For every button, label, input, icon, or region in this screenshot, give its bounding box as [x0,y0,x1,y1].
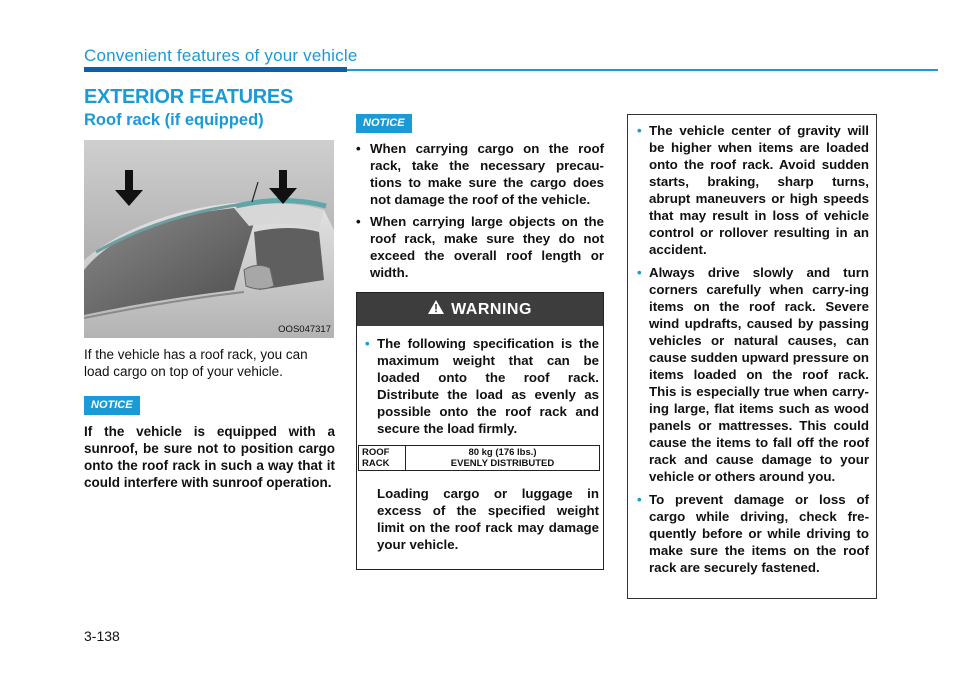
sub-heading: Roof rack (if equipped) [84,111,264,129]
bullet: • [637,123,642,138]
header-rule-light [347,69,938,71]
notice-sunroof-text: If the vehicle is equipped with a sunroof, be sure not to position cargo onto the roof rack in such a way that it could interfere with sunroof operation. [84,424,335,490]
list-item [637,264,869,485]
notice-badge: NOTICE [356,114,412,133]
list-item-text: When carrying cargo on the roof rack, take the necessary precau-tions to make sure the cargo does not damage the roof of the vehicle. [370,141,604,207]
warning-triangle-icon [428,300,444,319]
warning-box [356,292,604,570]
list-item-text: When carrying large objects on the roof rack, make sure they do not exceed the overall roof length or width. [370,214,604,280]
list-item [637,491,869,576]
warning-paragraph: Loading cargo or luggage in excess of the specified weight limit on the roof rack may damage your vehicle. [377,486,599,552]
section-title: Convenient features of your vehicle [84,46,358,65]
spec-value-line: EVENLY DISTRIBUTED [450,458,555,469]
list-item [356,140,604,208]
bullet: • [356,141,361,156]
notice-list [356,140,604,286]
spec-value-line: 80 kg (176 lbs.) [468,447,537,458]
bullet: • [637,265,642,280]
page-heading: EXTERIOR FEATURES [84,86,293,108]
list-item-text: Always drive slowly and turn corners carefully when carry-ing items on the roof rack. Severe wind updrafts, caused by passing vehicles or natural causes, can cause sudden upward pressure on items loaded on the roof rack. This is especially true when carry-ing large, flat items such as wood panels or mattresses. This could cause the items to fall off the roof rack and cause damage to your vehicle or others around you. [649,265,869,484]
bullet: • [356,214,361,229]
header-rule-dark [84,67,347,72]
warning-list [637,122,869,582]
list-item [356,213,604,281]
intro-paragraph: If the vehicle has a roof rack, you can load cargo on top of your vehicle. [84,347,308,379]
warning-title: WARNING [451,300,532,318]
table-row [359,446,600,471]
spec-value [406,446,600,471]
spec-key: ROOF RACK [359,446,406,471]
warning-item [365,335,599,437]
roof-rack-figure [84,140,334,338]
warning-header [357,293,603,326]
notice-badge: NOTICE [84,396,140,415]
car-illustration [84,140,334,338]
page-number: 3-138 [84,628,120,644]
spec-table [358,445,600,471]
list-item-text: The vehicle center of gravity will be higher when items are loaded onto the roof rack. Avoid sudden starts, braking, sharp turns, abrupt maneuvers or high speeds that may result in loss of vehicle control or rollover resulting in an accident. [649,123,869,257]
bullet: • [365,336,370,351]
list-item-text: To prevent damage or loss of cargo while driving, check fre-quently before or while driving to make sure the items on the roof rack are securely fastened. [649,492,869,575]
warning-item-text: The following specification is the maximum weight that can be loaded onto the roof rack. Distribute the load as evenly as possible onto the roof rack and secure the load firmly. [377,336,599,436]
warning-continuation-box [627,114,877,599]
bullet: • [637,492,642,507]
list-item [637,122,869,258]
figure-code: OOS047317 [278,324,331,335]
